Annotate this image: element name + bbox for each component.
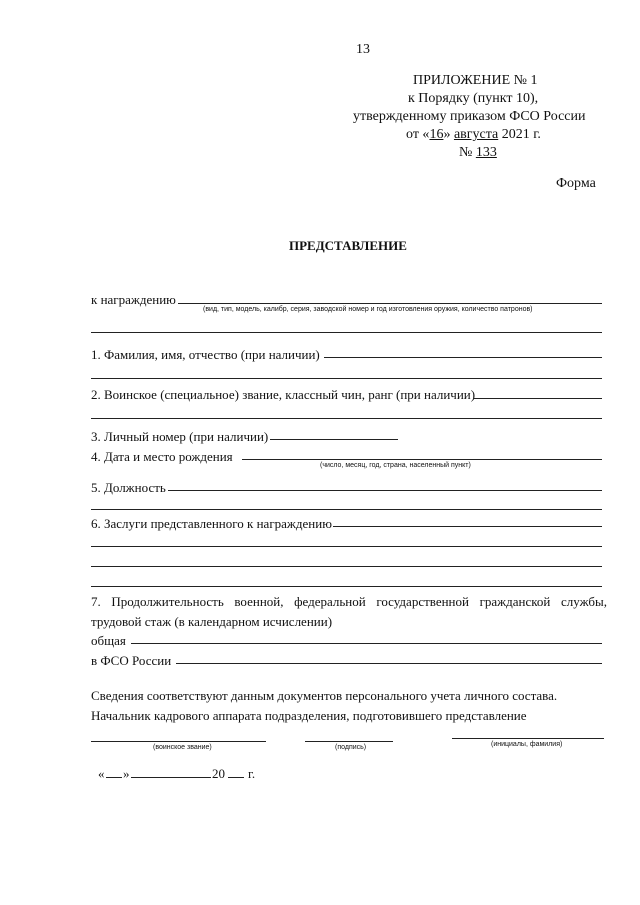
- rank-line[interactable]: [474, 398, 602, 399]
- full-name-line[interactable]: [324, 357, 602, 358]
- field-rank-label: 2. Воинское (специальное) звание, классный чин, ранг (при наличии): [91, 387, 476, 402]
- document-title: ПРЕДСТАВЛЕНИЕ: [289, 238, 407, 253]
- personal-number-line[interactable]: [270, 439, 398, 440]
- date-mid: »: [443, 127, 454, 142]
- field-service-length-label: 7. Продолжительность военной, федеральной государственной гражданской службы,: [91, 594, 607, 609]
- date-year-line[interactable]: [228, 777, 244, 778]
- appendix-reference: к Порядку (пункт 10),: [408, 91, 539, 106]
- appendix-date: [406, 127, 541, 143]
- full-name-line-2[interactable]: [91, 378, 602, 379]
- field-full-name-label: 1. Фамилия, имя, отчество (при наличии): [91, 347, 320, 362]
- field-birth-label: 4. Дата и место рождения: [91, 449, 233, 464]
- merits-line-4[interactable]: [91, 586, 602, 587]
- verification-statement: Сведения соответствуют данным документов персонального учета личного состава.: [91, 688, 558, 703]
- award-label: к награждению: [91, 292, 176, 307]
- signature-line[interactable]: [305, 741, 393, 742]
- date-close-quote: »: [123, 766, 130, 781]
- date-century: 20: [212, 766, 225, 781]
- service-total-label: общая: [91, 633, 126, 648]
- date-prefix: от «: [406, 127, 430, 142]
- date-year: 2021 г.: [498, 127, 541, 142]
- service-fso-line[interactable]: [176, 663, 602, 664]
- signatory-title: Начальник кадрового аппарата подразделения, подготовившего представление: [91, 708, 527, 723]
- service-fso-label: в ФСО России: [91, 653, 172, 668]
- date-day-line[interactable]: [106, 777, 122, 778]
- field-position-label: 5. Должность: [91, 480, 166, 495]
- name-signature-line[interactable]: [452, 738, 604, 739]
- appendix-number: [459, 145, 497, 161]
- name-signature-hint: (инициалы, фамилия): [491, 741, 563, 748]
- rank-signature-line[interactable]: [91, 741, 266, 742]
- merits-line-2[interactable]: [91, 546, 602, 547]
- award-hint: (вид, тип, модель, калибр, серия, заводской номер и год изготовления оружия, количество патронов): [203, 306, 533, 313]
- field-service-length-label-2: трудовой стаж (в календарном исчислении): [91, 614, 333, 629]
- award-field-line[interactable]: [178, 303, 602, 304]
- date-month: августа: [453, 127, 499, 142]
- position-line[interactable]: [168, 490, 602, 491]
- birth-hint: (число, месяц, год, страна, населенный пункт): [320, 462, 471, 469]
- field-merits-label: 6. Заслуги представленного к награждению: [91, 516, 332, 531]
- page-number: 13: [356, 42, 370, 57]
- merits-line-3[interactable]: [91, 566, 602, 567]
- rank-line-2[interactable]: [91, 418, 602, 419]
- appendix-approval: утвержденному приказом ФСО России: [353, 109, 586, 124]
- award-field-line-2[interactable]: [91, 332, 602, 333]
- form-label: Форма: [556, 176, 596, 191]
- date-suffix: г.: [248, 766, 256, 781]
- number-prefix: №: [459, 145, 476, 160]
- date-open-quote: «: [98, 766, 105, 781]
- rank-signature-hint: (воинское звание): [153, 744, 212, 751]
- position-line-2[interactable]: [91, 509, 602, 510]
- birth-line[interactable]: [242, 459, 602, 460]
- merits-line[interactable]: [333, 526, 602, 527]
- service-total-line[interactable]: [131, 643, 602, 644]
- date-day: 16: [429, 127, 444, 142]
- appendix-title: ПРИЛОЖЕНИЕ № 1: [413, 73, 538, 88]
- field-personal-number-label: 3. Личный номер (при наличии): [91, 429, 269, 444]
- signature-hint: (подпись): [335, 744, 367, 751]
- number-value: 133: [475, 145, 497, 160]
- date-month-line[interactable]: [131, 777, 211, 778]
